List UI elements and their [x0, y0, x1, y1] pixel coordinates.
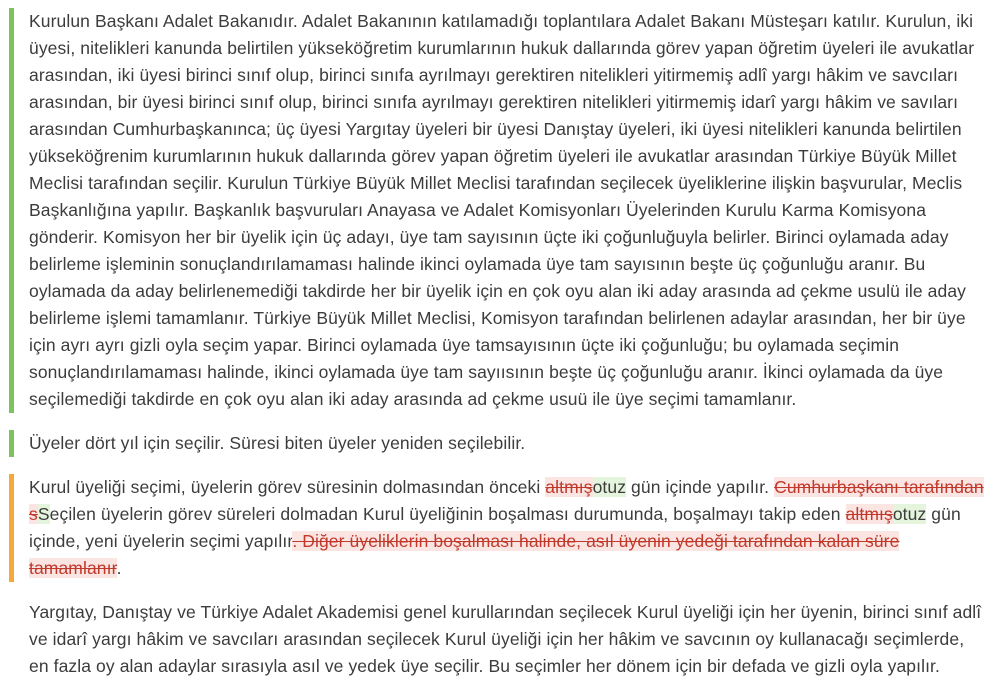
paragraph: [9, 599, 988, 680]
deleted-text: altmış: [845, 504, 893, 524]
text-run: .: [116, 558, 122, 578]
paragraph: [9, 474, 988, 582]
text-run: Kurul üyeliği seçimi, üyelerin görev süresinin dolmasından önceki: [29, 477, 546, 497]
deleted-text: . Diğer üyeliklerin boşalması halinde, asıl üyenin yedeği tarafından kalan süre tamamlanır: [29, 531, 900, 578]
text-run: Üyeler dört yıl için seçilir. Süresi biten üyeler yeniden seçilebilir.: [29, 433, 526, 453]
inserted-text: otuz: [892, 504, 927, 524]
text-run: gün içinde, yeni üyelerin seçimi yapılır: [29, 504, 961, 551]
inserted-text: otuz: [592, 477, 627, 497]
text-run: gün içinde yapılır.: [626, 477, 775, 497]
paragraph: [9, 8, 988, 413]
text-run: eçilen üyelerin görev süreleri dolmadan Kurul üyeliğinin boşalması durumunda, boşalmayı takip eden: [49, 504, 846, 524]
inserted-text: S: [37, 504, 50, 524]
deleted-text: altmış: [545, 477, 593, 497]
deleted-text: Cumhurbaşkanı tarafından s: [29, 477, 984, 524]
text-run: Kurulun Başkanı Adalet Bakanıdır. Adalet Bakanının katılamadığı toplantılara Adalet Bakanı Müsteşarı katılır. Kurulun, iki üyesi, nitelikleri kanunda belirtilen yükseköğretim kurumlarının hukuk dallarında görev yapan öğretim üyeleri ile avukatlar arasından, iki üyesi birinci sınıf olup, birinci sınıfa ayrılmayı gerektiren nitelikleri yitirmemiş adlî yargı hâkim ve savcıları arasından, bir üyesi birinci sınıf olup, birinci sınıfa ayrılmayı gerektiren nitelikleri yitirmemiş idarî yargı hâkim ve savıları arasından Cumhurbaşkanınca; üç üyesi Yargıtay üyeleri bir üyesi Danıştay üyeleri, iki üyesi nitelikleri kanunda belirtilen yükseköğrenim kurumlarının hukuk dallarında görev yapan öğretim üyeleri ile avukatlar arasından Türkiye Büyük Millet Meclisi tarafından seçilir. Kurulun Türkiye Büyük Millet Meclisi tarafından seçilecek üyeliklerine ilişkin başvurular, Meclis Başkanlığına yapılır. Başkanlık başvuruları Anayasa ve Adalet Komisyonları Üyelerinden Kurulu Karma Komisyona gönderir. Komisyon her bir üyelik için üç adayı, üye tam sayısının üçte iki çoğunluğuyla belirler. Birinci oylamada aday belirleme işleminin sonuçlandırılamaması halinde ikinci oylamada üye tam sayısının beşte üç çoğunluğu aranır. Bu oylamada da aday belirlenemediği takdirde her bir üyelik için en çok oyu alan iki aday arasında ad çekme usulü ile aday belirleme işlemi tamamlanır. Türkiye Büyük Millet Meclisi, Komisyon tarafından belirlenen adaylar arasından, her bir üye için ayrı ayrı gizli oyla seçim yapar. Birinci oylamada üye tamsayısının üçte iki çoğunluğu; bu oylamada seçimin sonuçlandırılamaması halinde, ikinci oylamada üye tam sayıısının beşte üç çoğunluğu aranır. İkinci oylamada da üye seçilemediği takdirde en çok oyu alan iki aday arasında ad çekme usuü ile üye seçimi tamamlanır.: [29, 11, 975, 409]
paragraph: [9, 430, 988, 457]
text-run: Yargıtay, Danıştay ve Türkiye Adalet Akademisi genel kurullarından seçilecek Kurul üyeliği için her üyenin, birinci sınıf adlî ve idarî yargı hâkim ve savcıları arasından seçilecek Kurul üyeliği için her hâkim ve savcının oy kullanacağı seçimlerde, en fazla oy alan adaylar sırasıyla asıl ve yedek üye seçilir. Bu seçimler her dönem için bir defada ve gizli oyla yapılır.: [29, 602, 982, 676]
